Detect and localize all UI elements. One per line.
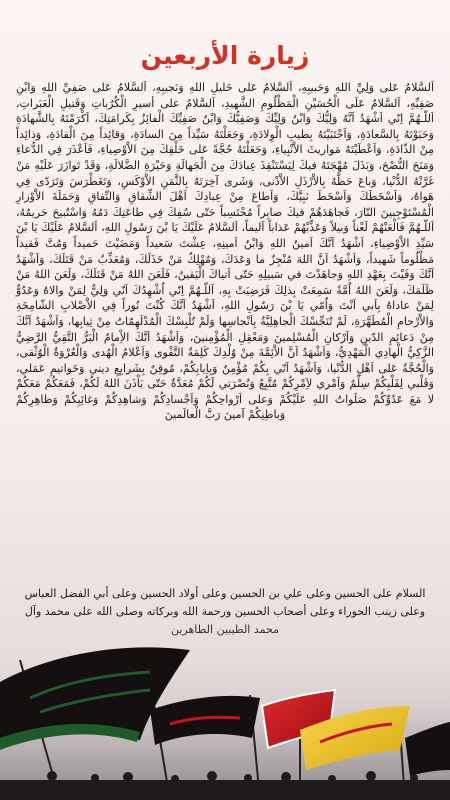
- ziyarat-text: اَلسَّلامُ عَلى وَلِيِّ اللهِ وَحَبيبِهِ، اَلسَّلامُ عَلى خَليلِ اللهِ وَنَجيبِهِ، اَلسَّلامُ عَلى صَفِيِّ اللهِ وَابْنِ صَفِيِّهِ، اَلسَّلامُ عَلَى الْحُسَيْنِ الْمَظْلُومِ الشَّهيدِ، اَلسَّلامُ على أسيرِ الْكُرُباتِ وَقَتيلِ الْعَبَراتِ، اَللّـهُمَّ اِنّي اَشْهَدُ اَنَّهُ وَلِيُّكَ وَابْنُ وَلِيِّكَ وَصَفِيُّكَ وَابْنُ صَفِيِّكَ الْفائِزُ بِكَرامَتِكَ، اَكْرَمْتَهُ بِالشَّهادَةِ وَحَبَوْتَهُ بِالسَّعادَةِ، وَاَجْتَبَيْتَهُ بِطيبِ الْوِلادَةِ، وَجَعَلْتَهُ سَيِّداً مِنَ السادَةِ، وَقائِداً مِنَ الْقادَةِ، وَذائِداً مِنْ الذّادَةِ، وَاَعْطَيْتَهُ مَواريثَ الاَْنْبِياءِ، وَجَعَلْتَهُ حُجَّةً عَلى خَلْقِكَ مِنَ الاَْوْصِياءِ، فَاَعْذَرَ فِي الدُّعاءِ وَمَنَحَ النُّصْحَ، وَبَذَلَ مُهْجَتَهُ فيكَ لِيَسْتَنْقِذَ عِبادَكَ مِنَ الْجَهالَةِ وَحَيْرَةِ الضَّلالَةِ، وَقَدْ تَوازَرَ عَلَيْهِ مَنْ غَرَّتْهُ الدُّنْيا، وَباعَ حَظَّهُ بِالاَْرْذَلِ الاَْدْنى، وَشَرى آخِرَتَهُ بِالثَّمَنِ الاَْوْكَسِ، وَتَغَطْرَسَ وَتَرَدّى فِي هَواهُ، وَاَسْخَطَكَ وَاَسْخَطَ نَبِيَّكَ، وَاَطاعَ مِنْ عِبادِكَ اَهْلَ الشِّقاقِ وَالنِّفاقِ وَحَمَلَةَ الاَْوْزارِ الْمُسْتَوْجِبينَ النّارَ، فَجاهَدَهُمْ فيكَ صابِراً مُحْتَسِباً حَتّى سُفِكَ فِي طاعَتِكَ دَمُهُ وَاسْتُبيحَ حَريمُهُ، اَللّـهُمَّ فَالْعَنْهُمْ لَعْناً وَبيلاً وَعَذِّبْهُمْ عَذاباً اَليماً، اَلسَّلامُ عَلَيْكَ يَا بْنَ رَسُولِ اللهِ، اَلسَّلامُ عَلَيْكَ يَا بْنَ سَيِّدِ الاَْوْصِياءِ، اَشْهَدُ اَنَّكَ اَمينُ اللهِ وَابْنُ اَمينِهِ، عِشْتَ سَعيداً وَمَضَيْتَ حَميداً وَمُتَّ فَقيداً مَظْلُوماً شَهيداً، وَاَشْهَدُ اَنَّ اللهَ مُنْجِزٌ ما وَعَدَكَ، وَمُهْلِكٌ مَنْ خَذَلَكَ، وَمُعَذِّبٌ مَنْ قَتَلَكَ، وَاَشْهَدُ اَنَّكَ وَفَيْتَ بِعَهْدِ اللهِ وَجاهَدْتَ في سَبيلِهِ حَتّى اَتياكَ الْيَقينُ، فَلَعَنَ اللهُ مَنْ قَتَلَكَ، وَلَعَنَ اللهُ مَنْ ظَلَمَكَ، وَلَعَنَ اللهُ اُمَّةً سَمِعَتْ بِذلِكَ فَرَضِيَتْ بِهِ، اَللّـهُمَّ اِنّي اُشْهِدُكَ اَنّي وَلِيٌّ لِمَنْ والاهُ وَعَدُوٌّ لِمَنْ عاداهُ بِاَبي اَنْتَ وَاُمّي يَا بْنَ رَسُولِ اللهِ، اَشْهَدُ اَنَّكَ كُنْتَ نُوراً فِي الاَْصْلابِ الشّامِخَةِ وَالاَْرْحامِ الْمُطَهَّرَةِ، لَمْ تُنَجِّسْكَ الْجاهِلِيَّةُ بِاَنْجاسِها وَلَمْ تُلْبِسْكَ الْمُدْلَهِمّاتُ مِنْ ثِيابِها، وَاَشْهَدُ اَنَّكَ مِنْ دَعائِمِ الدّينِ وَاَرْكانِ الْمُسْلِمينَ وَمَعْقِلِ الْمُؤْمِنينَ، وَاَشْهَدُ اَنَّكَ الاِْمامُ الْبَرُّ التَّقِيُّ الرَّضِيُّ الزَّكِيُّ الْهادِي الْمَهْدِيُّ، وَاَشْهَدُ اَنَّ الاَْئِمَّةَ مِنْ وُلْدِكَ كَلِمَةُ التَّقْوى وَاَعْلامُ الْهُدى وَالْعُرْوَةُ الْوُثْقى، وَالْحُجَّةُ عَلى اَهْلِ الدُّنْيا، وَاَشْهَدُ اَنّي بِكُمْ مُؤْمِنٌ وَبِاِيابِكُمْ، مُوقِنٌ بِشَرايِعِ ديني وَخَواتيمِ عَمَلي، وَقَلْبي لِقَلْبِكُمْ سِلْمٌ وَاَمْري لاَِمْرِكُمْ مُتَّبِعٌ وَنُصْرَتي لَكُمْ مُعَدَّةٌ حَتّى يَاْذَنَ اللهُ لَكُمْ، فَمَعَكُمْ مَعَكُمْ لا مَعَ عَدُوِّكُمْ صَلَواتُ اللهِ عَلَيْكُمْ وَعلى اَرْواحِكُمْ وَاَجْسادِكُمْ وَشاهِدِكُمْ وَغائِبِكُمْ وَظاهِرِكُمْ وَباطِنِكُمْ آمينَ رَبَّ الْعالَمينَ: [16, 81, 434, 422]
- closing-salutation: السلام على الحسين وعلى علي بن الحسين وعلى أولاد الحسين وعلى أبي الفضل العباس وعلى زينب الحوراء وعلى أصحاب الحسين ورحمة الله وبركاته وصلى الله على محمد وآل: [24, 587, 426, 618]
- pilgrims-flags-scene: [0, 620, 450, 800]
- page-title: زيارة الأربعين: [140, 41, 310, 70]
